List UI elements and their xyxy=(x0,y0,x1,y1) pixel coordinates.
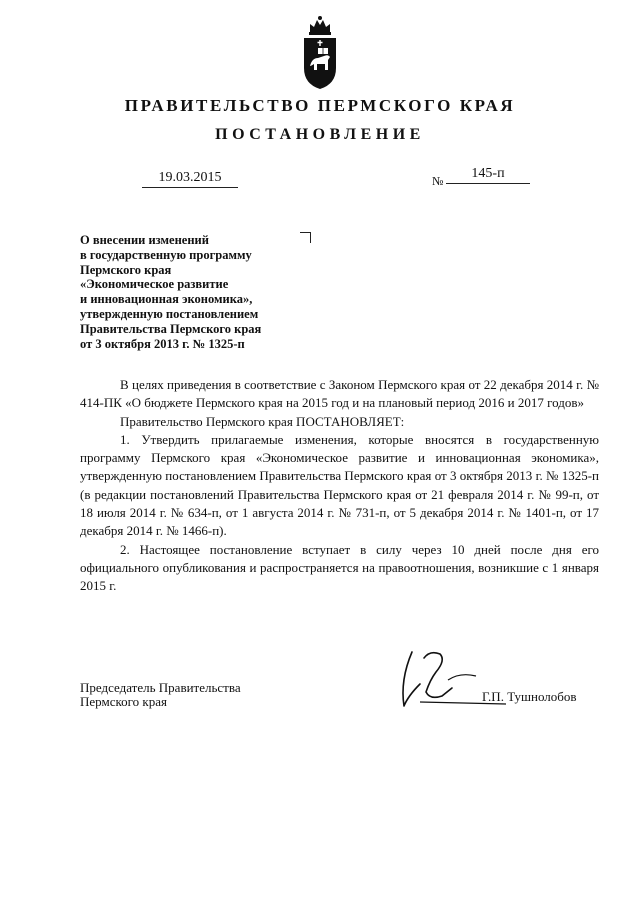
coat-of-arms-icon xyxy=(300,14,340,90)
document-type: ПОСТАНОВЛЕНИЕ xyxy=(215,126,425,143)
number-sign: № xyxy=(432,174,444,188)
handwritten-signature xyxy=(390,640,510,720)
document-subject: О внесении изменений в государственную программу Пермского края «Экономическое развитие и инновационная экономика», утвержденную постановлением Правительства Пермского края от 3 октября 2013 г. № 1325-п xyxy=(80,233,262,351)
body-paragraph: Правительство Пермского края ПОСТАНОВЛЯЕТ: xyxy=(120,413,405,429)
body-paragraph: 1. Утвердить прилагаемые изменения, которые вносятся в государственную программу Пермского края «Экономическое развитие и инновационная экономика», утвержденную постановлением Правительства Пермского края от 3 октября 2013 г. № 1325-п (в редакции постановлений Правительства Пермского края от 21 февраля 2014 г. № 99-п, от 18 июля 2014 г. № 634-п, от 1 августа 2014 г. № 731-п, от 5 декабря 2014 г. № 1401-п, от 17 декабря 2014 г. № 1466-п). xyxy=(80,431,599,539)
document-date: 19.03.2015 xyxy=(142,170,238,188)
government-title: ПРАВИТЕЛЬСТВО ПЕРМСКОГО КРАЯ xyxy=(124,96,516,115)
document-number: 145-п xyxy=(446,166,530,184)
signer-name: Г.П. Тушнолобов xyxy=(482,689,577,704)
body-paragraph: В целях приведения в соответствие с Законом Пермского края от 22 декабря 2014 г. № 414-ПК «О бюджете Пермского края на 2015 год и на плановый период 2016 и 2017 годов» xyxy=(80,377,599,411)
body-paragraph: 2. Настоящее постановление вступает в силу через 10 дней после дня его официального опубликования и распространяется на правоотношения, возникшие с 1 января 2015 г. xyxy=(80,541,599,594)
document-body xyxy=(80,376,599,596)
signer-title: Председатель Правительства Пермского края xyxy=(80,680,241,709)
